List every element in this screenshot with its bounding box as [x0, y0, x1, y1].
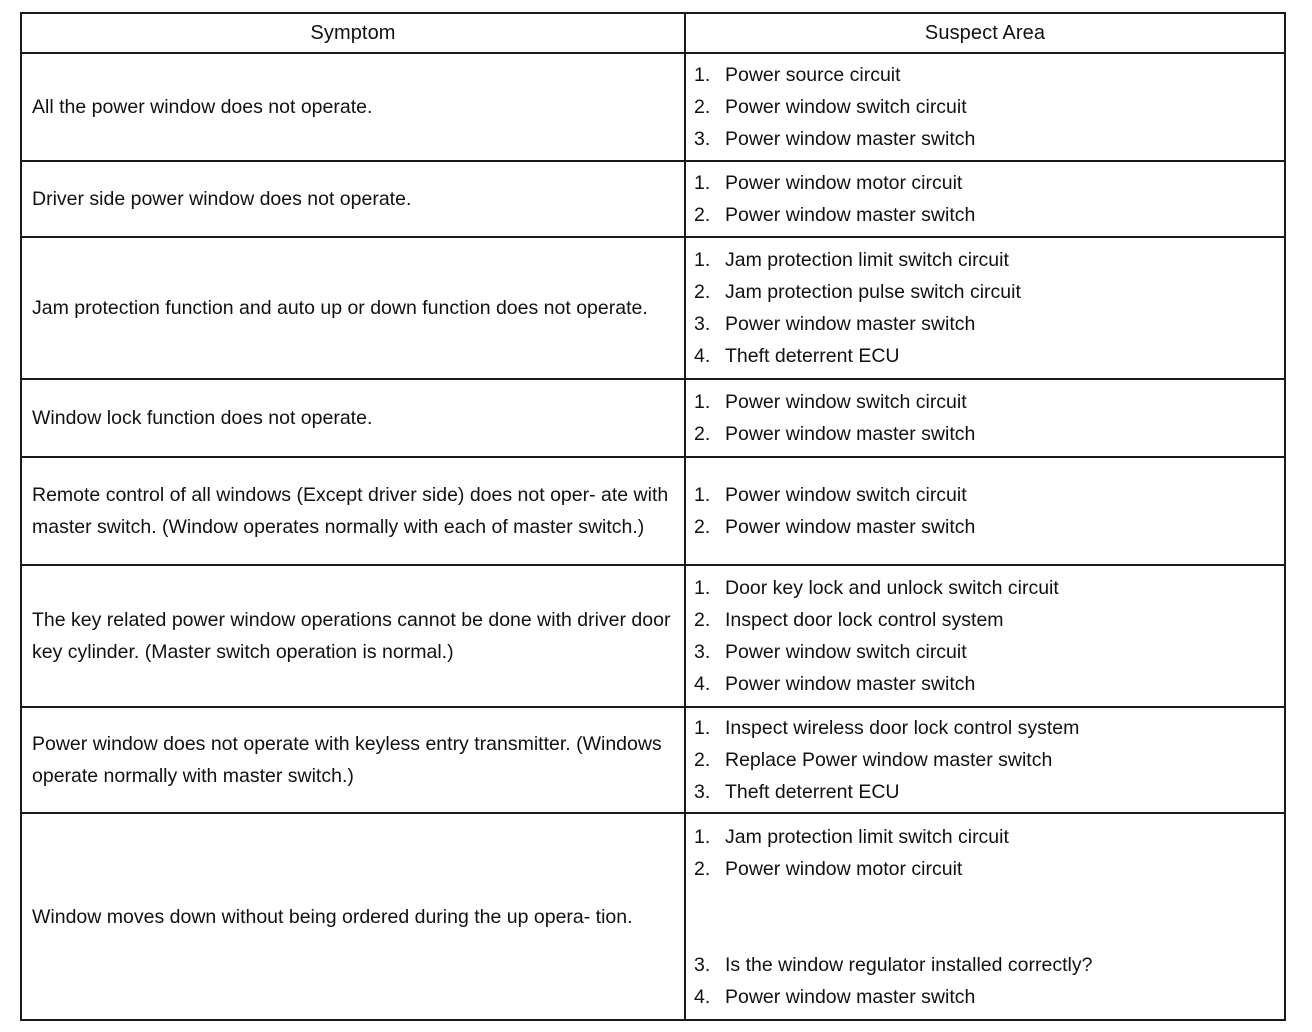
suspect-number: 3.: [694, 953, 711, 976]
suspect-item: [694, 949, 1276, 981]
suspect-item: [694, 981, 1276, 1013]
suspect-text: Inspect door lock control system: [725, 609, 1004, 631]
suspect-list: [694, 167, 1276, 231]
suspect-list: [694, 244, 1276, 372]
suspect-list: [694, 479, 1276, 543]
suspect-number: 2.: [694, 204, 711, 226]
suspect-item: [694, 340, 1276, 372]
suspect-item: [694, 853, 1276, 885]
suspect-item: [694, 276, 1276, 308]
suspect-area-cell: [685, 457, 1285, 565]
suspect-text: Is the window regulator installed correctly?: [725, 953, 1093, 976]
suspect-area-cell: [685, 53, 1285, 161]
suspect-list: [694, 712, 1276, 808]
suspect-text: Theft deterrent ECU: [725, 345, 900, 367]
suspect-number: 4.: [694, 673, 711, 695]
suspect-area-cell: [685, 379, 1285, 457]
suspect-item: [694, 479, 1276, 511]
symptom-cell: Window lock function does not operate.: [21, 379, 685, 457]
suspect-number: 2.: [694, 749, 711, 771]
suspect-number: 1.: [694, 391, 711, 413]
symptom-cell: Driver side power window does not operate.: [21, 161, 685, 237]
suspect-item: [694, 744, 1276, 776]
suspect-text: Jam protection pulse switch circuit: [725, 281, 1021, 303]
suspect-item: [694, 511, 1276, 543]
suspect-text: Theft deterrent ECU: [725, 781, 900, 803]
suspect-text: Power window master switch: [725, 128, 976, 150]
suspect-item: [694, 59, 1276, 91]
suspect-number: 1.: [694, 484, 711, 506]
symptom-cell: The key related power window operations cannot be done with driver door key cylinder. (Master switch operation is normal.): [21, 565, 685, 707]
suspect-text: Power window master switch: [725, 673, 976, 695]
suspect-number: 3.: [694, 641, 711, 663]
suspect-number: 1.: [694, 249, 711, 271]
suspect-text: Inspect wireless door lock control system: [725, 717, 1080, 739]
table-row: [21, 565, 1285, 707]
suspect-number: 2.: [694, 609, 711, 631]
suspect-item: [694, 712, 1276, 744]
suspect-number: 3.: [694, 781, 711, 803]
symptom-cell: Remote control of all windows (Except driver side) does not oper- ate with master switch. (Window operates normally with each of master switch.): [21, 457, 685, 565]
suspect-item: [694, 199, 1276, 231]
suspect-text: Power window master switch: [725, 423, 976, 445]
suspect-number: 2.: [694, 516, 711, 538]
suspect-text: Power window switch circuit: [725, 96, 967, 118]
suspect-number: 1.: [694, 577, 711, 599]
suspect-number: 3.: [694, 313, 711, 335]
suspect-item: [694, 386, 1276, 418]
suspect-text: Power window master switch: [725, 516, 976, 538]
suspect-text: Power window master switch: [725, 204, 976, 226]
troubleshooting-table: [20, 12, 1286, 1021]
suspect-text: Power window motor circuit: [725, 172, 963, 194]
suspect-item: [694, 244, 1276, 276]
suspect-number: 2.: [694, 423, 711, 445]
suspect-list: [694, 59, 1276, 155]
table-row: [21, 161, 1285, 237]
suspect-item: [694, 821, 1276, 853]
suspect-item: [694, 308, 1276, 340]
suspect-number: 1.: [694, 64, 711, 86]
symptom-column-header: Symptom: [21, 13, 685, 53]
table-row: [21, 53, 1285, 161]
suspect-item: [694, 572, 1276, 604]
suspect-text: Power source circuit: [725, 64, 901, 86]
suspect-item: [694, 636, 1276, 668]
suspect-text: Replace Power window master switch: [725, 749, 1053, 771]
suspect-area-cell: [685, 237, 1285, 379]
suspect-number: 2.: [694, 857, 711, 880]
suspect-area-cell: [685, 813, 1285, 1020]
suspect-text: Jam protection limit switch circuit: [725, 825, 1009, 848]
symptom-cell: All the power window does not operate.: [21, 53, 685, 161]
suspect-text: Power window master switch: [725, 985, 976, 1008]
suspect-text: Power window motor circuit: [725, 857, 963, 880]
suspect-area-cell: [685, 707, 1285, 813]
suspect-item: [694, 668, 1276, 700]
suspect-text: Power window switch circuit: [725, 484, 967, 506]
table-row: [21, 379, 1285, 457]
table-row: [21, 457, 1285, 565]
symptom-cell: Window moves down without being ordered during the up opera- tion.: [21, 813, 685, 1020]
suspect-item: [694, 418, 1276, 450]
table-row: [21, 707, 1285, 813]
symptom-cell: Power window does not operate with keyless entry transmitter. (Windows operate normally with master switch.): [21, 707, 685, 813]
suspect-number: 2.: [694, 281, 711, 303]
suspect-text: Power window master switch: [725, 313, 976, 335]
suspect-number: 1.: [694, 172, 711, 194]
suspect-item: [694, 91, 1276, 123]
suspect-number: 1.: [694, 825, 711, 848]
suspect-number: 4.: [694, 345, 711, 367]
suspect-list: [694, 821, 1276, 1013]
suspect-area-cell: [685, 565, 1285, 707]
suspect-area-column-header: Suspect Area: [685, 13, 1285, 53]
suspect-item: [694, 604, 1276, 636]
suspect-text: Power window switch circuit: [725, 391, 967, 413]
suspect-number: 3.: [694, 128, 711, 150]
suspect-text: Jam protection limit switch circuit: [725, 249, 1009, 271]
suspect-list: [694, 572, 1276, 700]
suspect-text: Door key lock and unlock switch circuit: [725, 577, 1059, 599]
suspect-item: [694, 167, 1276, 199]
suspect-text: Power window switch circuit: [725, 641, 967, 663]
suspect-number: 1.: [694, 717, 711, 739]
table-row: [21, 237, 1285, 379]
suspect-item: [694, 776, 1276, 808]
suspect-list: [694, 386, 1276, 450]
suspect-area-cell: [685, 161, 1285, 237]
symptom-cell: Jam protection function and auto up or down function does not operate.: [21, 237, 685, 379]
table-header-row: [21, 13, 1285, 53]
table-row: [21, 813, 1285, 1020]
suspect-item: [694, 123, 1276, 155]
suspect-number: 4.: [694, 985, 711, 1008]
suspect-number: 2.: [694, 96, 711, 118]
